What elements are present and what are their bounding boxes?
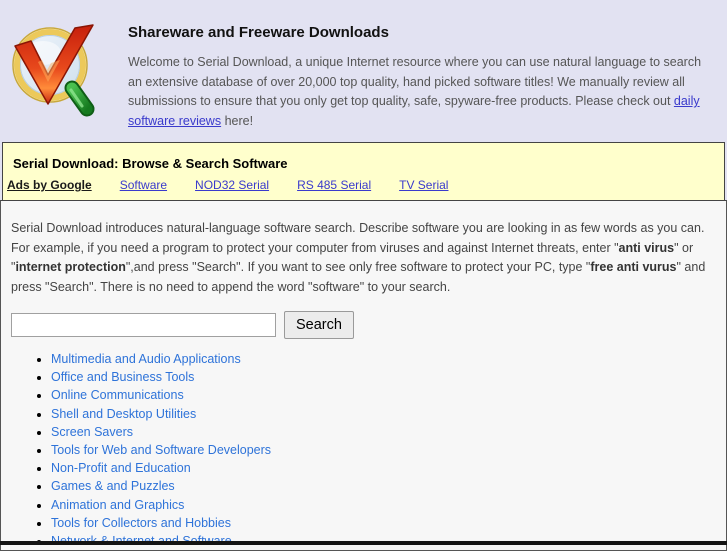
category-list-item — [51, 368, 716, 386]
category-link[interactable]: Office and Business Tools — [51, 370, 195, 385]
google-ad-link[interactable]: Software — [119, 178, 168, 192]
google-ad-link[interactable]: TV Serial — [399, 178, 449, 192]
category-list-item — [51, 496, 716, 514]
ads-by-google-label[interactable]: Ads by Google — [7, 178, 92, 192]
category-link[interactable]: Games & and Puzzles — [51, 479, 175, 494]
category-list-item — [51, 514, 716, 532]
category-list-item — [51, 477, 716, 495]
category-list-item — [51, 459, 716, 477]
description-bold-term: internet protection — [15, 260, 126, 274]
category-link[interactable]: Shell and Desktop Utilities — [51, 406, 197, 421]
description-bold-term: free anti vurus — [590, 260, 677, 274]
category-list-item — [51, 405, 716, 423]
category-link[interactable]: Animation and Graphics — [51, 497, 185, 512]
category-link[interactable]: Tools for Web and Software Developers — [51, 443, 272, 458]
google-ads-box — [2, 142, 725, 201]
description-segment: " or " — [11, 240, 694, 274]
search-form — [11, 310, 716, 340]
category-list-item — [51, 423, 716, 441]
category-list-item — [51, 386, 716, 404]
category-list-item — [51, 350, 716, 368]
intro-before: Welcome to Serial Download, a unique Internet resource where you can use natural language to search an extensive database of over 20,000 top quality, hand picked software titles! We manually review all submissions to ensure that you only get top quality, safe, spyware-free products. Please check out — [128, 55, 702, 108]
ad-links — [120, 178, 477, 192]
description-bold-term: anti virus — [618, 240, 675, 255]
ads-row — [3, 178, 724, 200]
category-list — [11, 350, 716, 550]
description-segment: Serial Download introduces natural-language software search. Describe software you are looking in as few words as you can. For example, if you need a program to protect your computer from viruses and against Internet threats, enter " — [11, 221, 705, 255]
magnifier-checkmark-icon — [8, 18, 100, 122]
category-link[interactable]: Non-Profit and Education — [51, 461, 191, 476]
google-ad-link[interactable]: NOD32 Serial — [195, 178, 270, 192]
category-link[interactable]: Screen Savers — [51, 424, 133, 439]
category-link[interactable]: Tools for Collectors and Hobbies — [51, 515, 231, 530]
search-button[interactable]: Search — [284, 311, 354, 339]
site-logo[interactable] — [8, 12, 104, 142]
header-text — [128, 12, 713, 142]
search-input[interactable] — [11, 313, 276, 337]
intro-after: here! — [221, 113, 254, 128]
description-segment: " and press "Search". There is no need to append the word "software" to your search. — [11, 260, 706, 294]
google-ad-link[interactable]: RS 485 Serial — [297, 178, 372, 192]
intro-text — [128, 53, 713, 131]
daily-software-reviews-link[interactable]: daily software reviews — [128, 94, 700, 128]
category-link[interactable]: Online Communications — [51, 388, 184, 403]
description-text — [11, 219, 716, 297]
description-segment: ",and press "Search". If you want to see only free software to protect your PC, type " — [125, 260, 591, 274]
main-content — [0, 200, 727, 551]
page-title: Shareware and Freeware Downloads — [128, 24, 389, 41]
site-header — [0, 0, 727, 142]
category-link[interactable]: Multimedia and Audio Applications — [51, 352, 241, 366]
bottom-bar — [0, 541, 727, 545]
ad-box-title: Serial Download: Browse & Search Software — [13, 156, 288, 171]
category-list-item — [51, 441, 716, 459]
